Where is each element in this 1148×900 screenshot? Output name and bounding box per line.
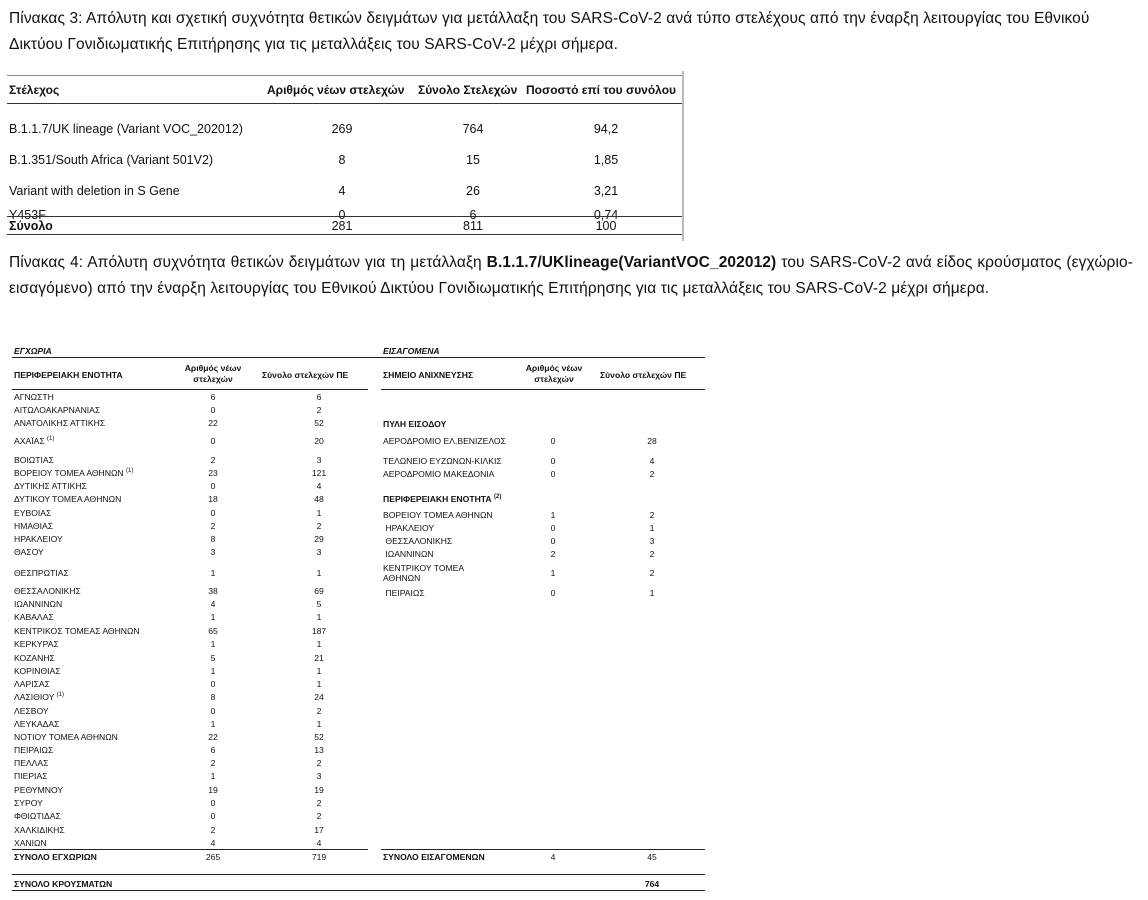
new-count: 0 <box>550 523 556 533</box>
total-count: 1 <box>316 639 322 649</box>
new-count: 22 <box>208 732 218 742</box>
new-count: 1 <box>210 719 216 729</box>
region-name: ΠΕΙΡΑΙΩΣ <box>383 588 425 598</box>
new-count: 1 <box>210 639 216 649</box>
region-name: ΘΕΣΣΑΛΟΝΙΚΗΣ <box>383 536 453 546</box>
new-count: 0 <box>210 798 216 808</box>
table3-value-cell: 94,2 <box>593 122 619 136</box>
divider <box>12 389 368 390</box>
total-count: 13 <box>314 745 324 755</box>
column-header-new: Αριθμός νέων στελεχών <box>525 363 583 384</box>
total-count: 1 <box>316 666 322 676</box>
region-name: ΧΑΛΚΙΔΙΚΗΣ <box>14 825 65 835</box>
new-count: 0 <box>550 536 556 546</box>
new-count: 3 <box>210 547 216 557</box>
total-count: 2 <box>316 758 322 768</box>
total-imported-all: 45 <box>647 852 657 862</box>
total-count: 2 <box>649 549 655 559</box>
region-name: ΕΥΒΟΙΑΣ <box>14 508 52 518</box>
new-count: 2 <box>210 825 216 835</box>
total-count: 1 <box>316 568 322 578</box>
total-imported-label: ΣΥΝΟΛΟ ΕΙΣΑΓΟΜΕΝΩΝ <box>383 852 485 862</box>
total-count: 1 <box>649 523 655 533</box>
total-count: 4 <box>316 481 322 491</box>
total-domestic-label: ΣΥΝΟΛΟ ΕΓΧΩΡΙΩΝ <box>14 852 97 862</box>
section-domestic: ΕΓΧΩΡΙΑ <box>14 346 52 356</box>
footnote-marker: (1) <box>126 468 134 475</box>
new-count: 0 <box>550 588 556 598</box>
entry-point: ΑΕΡΟΔΡΟΜΙΟ ΜΑΚΕΔΟΝΙΑ <box>383 469 495 479</box>
total-count: 24 <box>314 692 324 702</box>
table3-value-cell: 1,85 <box>593 153 619 167</box>
region-name: ΑΝΑΤΟΛΙΚΗΣ ΑΤΤΙΚΗΣ <box>14 418 106 428</box>
total-count: 1 <box>316 508 322 518</box>
total-count: 2 <box>649 510 655 520</box>
total-count: 17 <box>314 825 324 835</box>
total-count: 2 <box>316 811 322 821</box>
total-count: 69 <box>314 586 324 596</box>
region-name: ΗΡΑΚΛΕΙΟΥ <box>14 534 63 544</box>
new-count: 0 <box>550 436 556 446</box>
region-name: ΚΟΡΙΝΘΙΑΣ <box>14 666 61 676</box>
new-count: 18 <box>208 494 218 504</box>
total-count: 187 <box>311 626 327 636</box>
region-name: ΛΕΣΒΟΥ <box>14 706 49 716</box>
new-count: 0 <box>210 679 216 689</box>
region-name: ΛΑΣΙΘΙΟΥ $^{(1)}$ <box>14 692 64 702</box>
new-count: 1 <box>210 568 216 578</box>
new-count: 2 <box>210 455 216 465</box>
total-count: 28 <box>647 436 657 446</box>
table3-value-cell: 4 <box>338 184 346 198</box>
total-count: 29 <box>314 534 324 544</box>
total-count: 3 <box>649 536 655 546</box>
new-count: 0 <box>210 405 216 415</box>
new-count: 0 <box>550 469 556 479</box>
new-count: 1 <box>210 612 216 622</box>
region-name: ΠΕΙΡΑΙΩΣ <box>14 745 54 755</box>
column-header-total: Σύνολο στελεχών ΠΕ <box>600 370 687 380</box>
new-count: 0 <box>550 456 556 466</box>
total-count: 1 <box>316 719 322 729</box>
caption-text: Πίνακας 4: Απόλυτη συχνότητα θετικών δειγμάτων για τη μετάλλαξη <box>9 254 487 271</box>
region-name: ΧΑΝΙΩΝ <box>14 838 47 848</box>
new-count: 1 <box>210 771 216 781</box>
new-count: 0 <box>210 811 216 821</box>
table3-strain-cell: Y453F <box>9 208 46 222</box>
divider <box>12 874 705 875</box>
total-count: 1 <box>649 588 655 598</box>
total-count: 19 <box>314 785 324 795</box>
region-name: ΘΑΣΟΥ <box>14 547 44 557</box>
total-count: 2 <box>316 521 322 531</box>
total-count: 2 <box>316 798 322 808</box>
region-name: ΝΟΤΙΟΥ ΤΟΜΕΑ ΑΘΗΝΩΝ <box>14 732 118 742</box>
total-count: 4 <box>649 456 655 466</box>
new-count: 1 <box>550 510 556 520</box>
table3-value-cell: 0,74 <box>593 208 619 222</box>
region-name: ΑΙΤΩΛΟΑΚΑΡΝΑΝΙΑΣ <box>14 405 101 415</box>
total-count: 2 <box>316 706 322 716</box>
new-count: 2 <box>550 549 556 559</box>
region-name: ΗΜΑΘΙΑΣ <box>14 521 54 531</box>
footnote-marker: (2) <box>494 494 502 501</box>
region-name: ΚΟΖΑΝΗΣ <box>14 653 55 663</box>
region-name: ΑΧΑΪΑΣ $^{(1)}$ <box>14 436 55 446</box>
total-count: 3 <box>316 455 322 465</box>
total-count: 52 <box>314 732 324 742</box>
region-name: ΛΕΥΚΑΔΑΣ <box>14 719 60 729</box>
region-name: ΘΕΣΣΑΛΟΝΙΚΗΣ <box>14 586 81 596</box>
region-name: ΑΓΝΩΣΤΗ <box>14 392 54 402</box>
divider <box>381 389 705 390</box>
region-name: ΡΕΘΥΜΝΟΥ <box>14 785 64 795</box>
table3-strain-cell: B.1.1.7/UK lineage (Variant VOC_202012) <box>9 122 243 136</box>
divider <box>12 357 705 358</box>
region-name: ΚΕΝΤΡΙΚΟΥ ΤΟΜΕΑ ΑΘΗΝΩΝ <box>383 563 464 583</box>
region-name: ΚΕΝΤΡΙΚΟΣ ΤΟΜΕΑΣ ΑΘΗΝΩΝ <box>14 626 140 636</box>
new-count: 0 <box>210 481 216 491</box>
total-domestic-all: 719 <box>311 852 327 862</box>
region-name: ΔΥΤΙΚΟΥ ΤΟΜΕΑ ΑΘΗΝΩΝ <box>14 494 122 504</box>
total-imported-new: 4 <box>550 852 556 862</box>
region-name: ΒΟΙΩΤΙΑΣ <box>14 455 54 465</box>
table3-total-value: 811 <box>463 219 483 233</box>
column-header-total: Σύνολο στελεχών ΠΕ <box>262 370 349 380</box>
table3-value-cell: 8 <box>338 153 346 167</box>
region-name: ΗΡΑΚΛΕΙΟΥ <box>383 523 435 533</box>
region-name: ΣΥΡΟΥ <box>14 798 43 808</box>
table3-value-cell: 26 <box>466 184 480 198</box>
table3-total-value: 100 <box>595 219 617 233</box>
total-count: 6 <box>316 392 322 402</box>
new-count: 2 <box>210 758 216 768</box>
new-count: 6 <box>210 745 216 755</box>
table3-value-cell: 764 <box>462 122 484 136</box>
table3-header-new: Αριθμός νέων στελεχών <box>267 83 405 97</box>
column-header-point: ΣΗΜΕΙΟ ΑΝΙΧΝΕΥΣΗΣ <box>383 370 474 380</box>
total-count: 52 <box>314 418 324 428</box>
region-name: ΙΩΑΝΝΙΝΩΝ <box>14 599 63 609</box>
footnote-marker: (1) <box>56 692 64 699</box>
caption-variant: B.1.1.7/UKlineage(VariantVOC_202012) <box>486 254 777 271</box>
table3-strain-cell: B.1.351/South Africa (Variant 501V2) <box>9 153 214 167</box>
region-title: ΠΕΡΙΦΕΡΕΙΑΚΗ ΕΝΟΤΗΤΑ $^{(2)}$ <box>383 494 502 504</box>
region-name: ΠΕΛΛΑΣ <box>14 758 49 768</box>
divider <box>12 849 368 850</box>
region-name: ΦΘΙΩΤΙΔΑΣ <box>14 811 61 821</box>
table3-value-cell: 3,21 <box>593 184 619 198</box>
table3-header-percent: Ποσοστό επί του συνόλου <box>526 83 677 97</box>
divider <box>12 890 705 891</box>
table3-caption: Πίνακας 3: Απόλυτη και σχετική συχνότητα θετικών δειγμάτων για μετάλλαξη του SARS-CoV-2 ανά τύπο στελέχους από την έναρξη λειτουργίας του Εθνικού Δικτύου Γονιδιωματικής Επιτήρησης για τις μεταλλάξεις του SARS-CoV-2 μέχρι σήμερα. <box>9 10 1090 53</box>
region-name: ΚΑΒΑΛΑΣ <box>14 612 54 622</box>
divider <box>381 849 705 850</box>
total-count: 2 <box>649 568 655 578</box>
region-name: ΒΟΡΕΙΟΥ ΤΟΜΕΑ ΑΘΗΝΩΝ $^{(1)}$ <box>14 468 134 478</box>
new-count: 2 <box>210 521 216 531</box>
new-count: 4 <box>210 599 216 609</box>
new-count: 0 <box>210 508 216 518</box>
grand-total-label: ΣΥΝΟΛΟ ΚΡΟΥΣΜΑΤΩΝ <box>14 879 113 889</box>
total-count: 20 <box>314 436 324 446</box>
table3-strain-cell: Variant with deletion in S Gene <box>9 184 180 198</box>
caption-text: του SARS-CoV-2 ανά είδος κρούσματος (εγχώριο-εισαγόμενο) από την έναρξη λειτουργίας του Εθνικού Δικτύου Γονιδιωματικής Επιτήρησης για τις μεταλλάξεις του SARS-CoV-2 μέχρι σήμερα. <box>9 254 1133 297</box>
entry-point: ΤΕΛΩΝΕΙΟ ΕΥΖΩΝΩΝ-ΚΙΛΚΙΣ <box>383 456 502 466</box>
total-count: 4 <box>316 838 322 848</box>
entry-point: ΑΕΡΟΔΡΟΜΙΟ ΕΛ.ΒΕΝΙΖΕΛΟΣ <box>383 436 506 446</box>
new-count: 65 <box>208 626 218 636</box>
table3-value-cell: 0 <box>338 208 346 222</box>
table3-total-label: Σύνολο <box>9 219 53 233</box>
new-count: 1 <box>210 666 216 676</box>
table3-header-strain: Στέλεχος <box>9 83 60 97</box>
region-name: ΚΕΡΚΥΡΑΣ <box>14 639 59 649</box>
new-count: 0 <box>210 436 216 446</box>
region-name: ΛΑΡΙΣΑΣ <box>14 679 50 689</box>
new-count: 19 <box>208 785 218 795</box>
total-count: 3 <box>316 547 322 557</box>
table3-value-cell: 15 <box>466 153 480 167</box>
gate-title: ΠΥΛΗ ΕΙΣΟΔΟΥ <box>383 419 447 429</box>
total-count: 3 <box>316 771 322 781</box>
new-count: 8 <box>210 534 216 544</box>
footnote-marker: (1) <box>47 436 55 443</box>
total-count: 121 <box>311 468 327 478</box>
region-name: ΒΟΡΕΙΟΥ ΤΟΜΕΑ ΑΘΗΝΩΝ <box>383 510 493 520</box>
total-count: 2 <box>649 469 655 479</box>
column-header-region: ΠΕΡΙΦΕΡΕΙΑΚΗ ΕΝΟΤΗΤΑ <box>14 370 123 380</box>
table3-value-cell: 6 <box>469 208 477 222</box>
table3-value-cell: 269 <box>331 122 353 136</box>
section-imported: ΕΙΣΑΓΟΜΕΝΑ <box>383 346 440 356</box>
region-name: ΠΙΕΡΙΑΣ <box>14 771 48 781</box>
grand-total-value: 764 <box>644 879 660 889</box>
new-count: 23 <box>208 468 218 478</box>
region-name: ΔΥΤΙΚΗΣ ΑΤΤΙΚΗΣ <box>14 481 87 491</box>
column-header-new: Αριθμός νέων στελεχών <box>184 363 242 384</box>
total-count: 2 <box>316 405 322 415</box>
region-name: ΘΕΣΠΡΩΤΙΑΣ <box>14 568 69 578</box>
total-count: 1 <box>316 612 322 622</box>
total-domestic-new: 265 <box>205 852 221 862</box>
total-count: 48 <box>314 494 324 504</box>
total-count: 5 <box>316 599 322 609</box>
new-count: 1 <box>550 568 556 578</box>
new-count: 22 <box>208 418 218 428</box>
total-count: 1 <box>316 679 322 689</box>
total-count: 21 <box>314 653 324 663</box>
region-name: ΙΩΑΝΝΙΝΩΝ <box>383 549 434 559</box>
new-count: 6 <box>210 392 216 402</box>
new-count: 8 <box>210 692 216 702</box>
new-count: 4 <box>210 838 216 848</box>
new-count: 5 <box>210 653 216 663</box>
new-count: 0 <box>210 706 216 716</box>
table3-total-value: 281 <box>331 219 353 233</box>
new-count: 38 <box>208 586 218 596</box>
table3-header-total: Σύνολο Στελεχών <box>418 83 518 97</box>
